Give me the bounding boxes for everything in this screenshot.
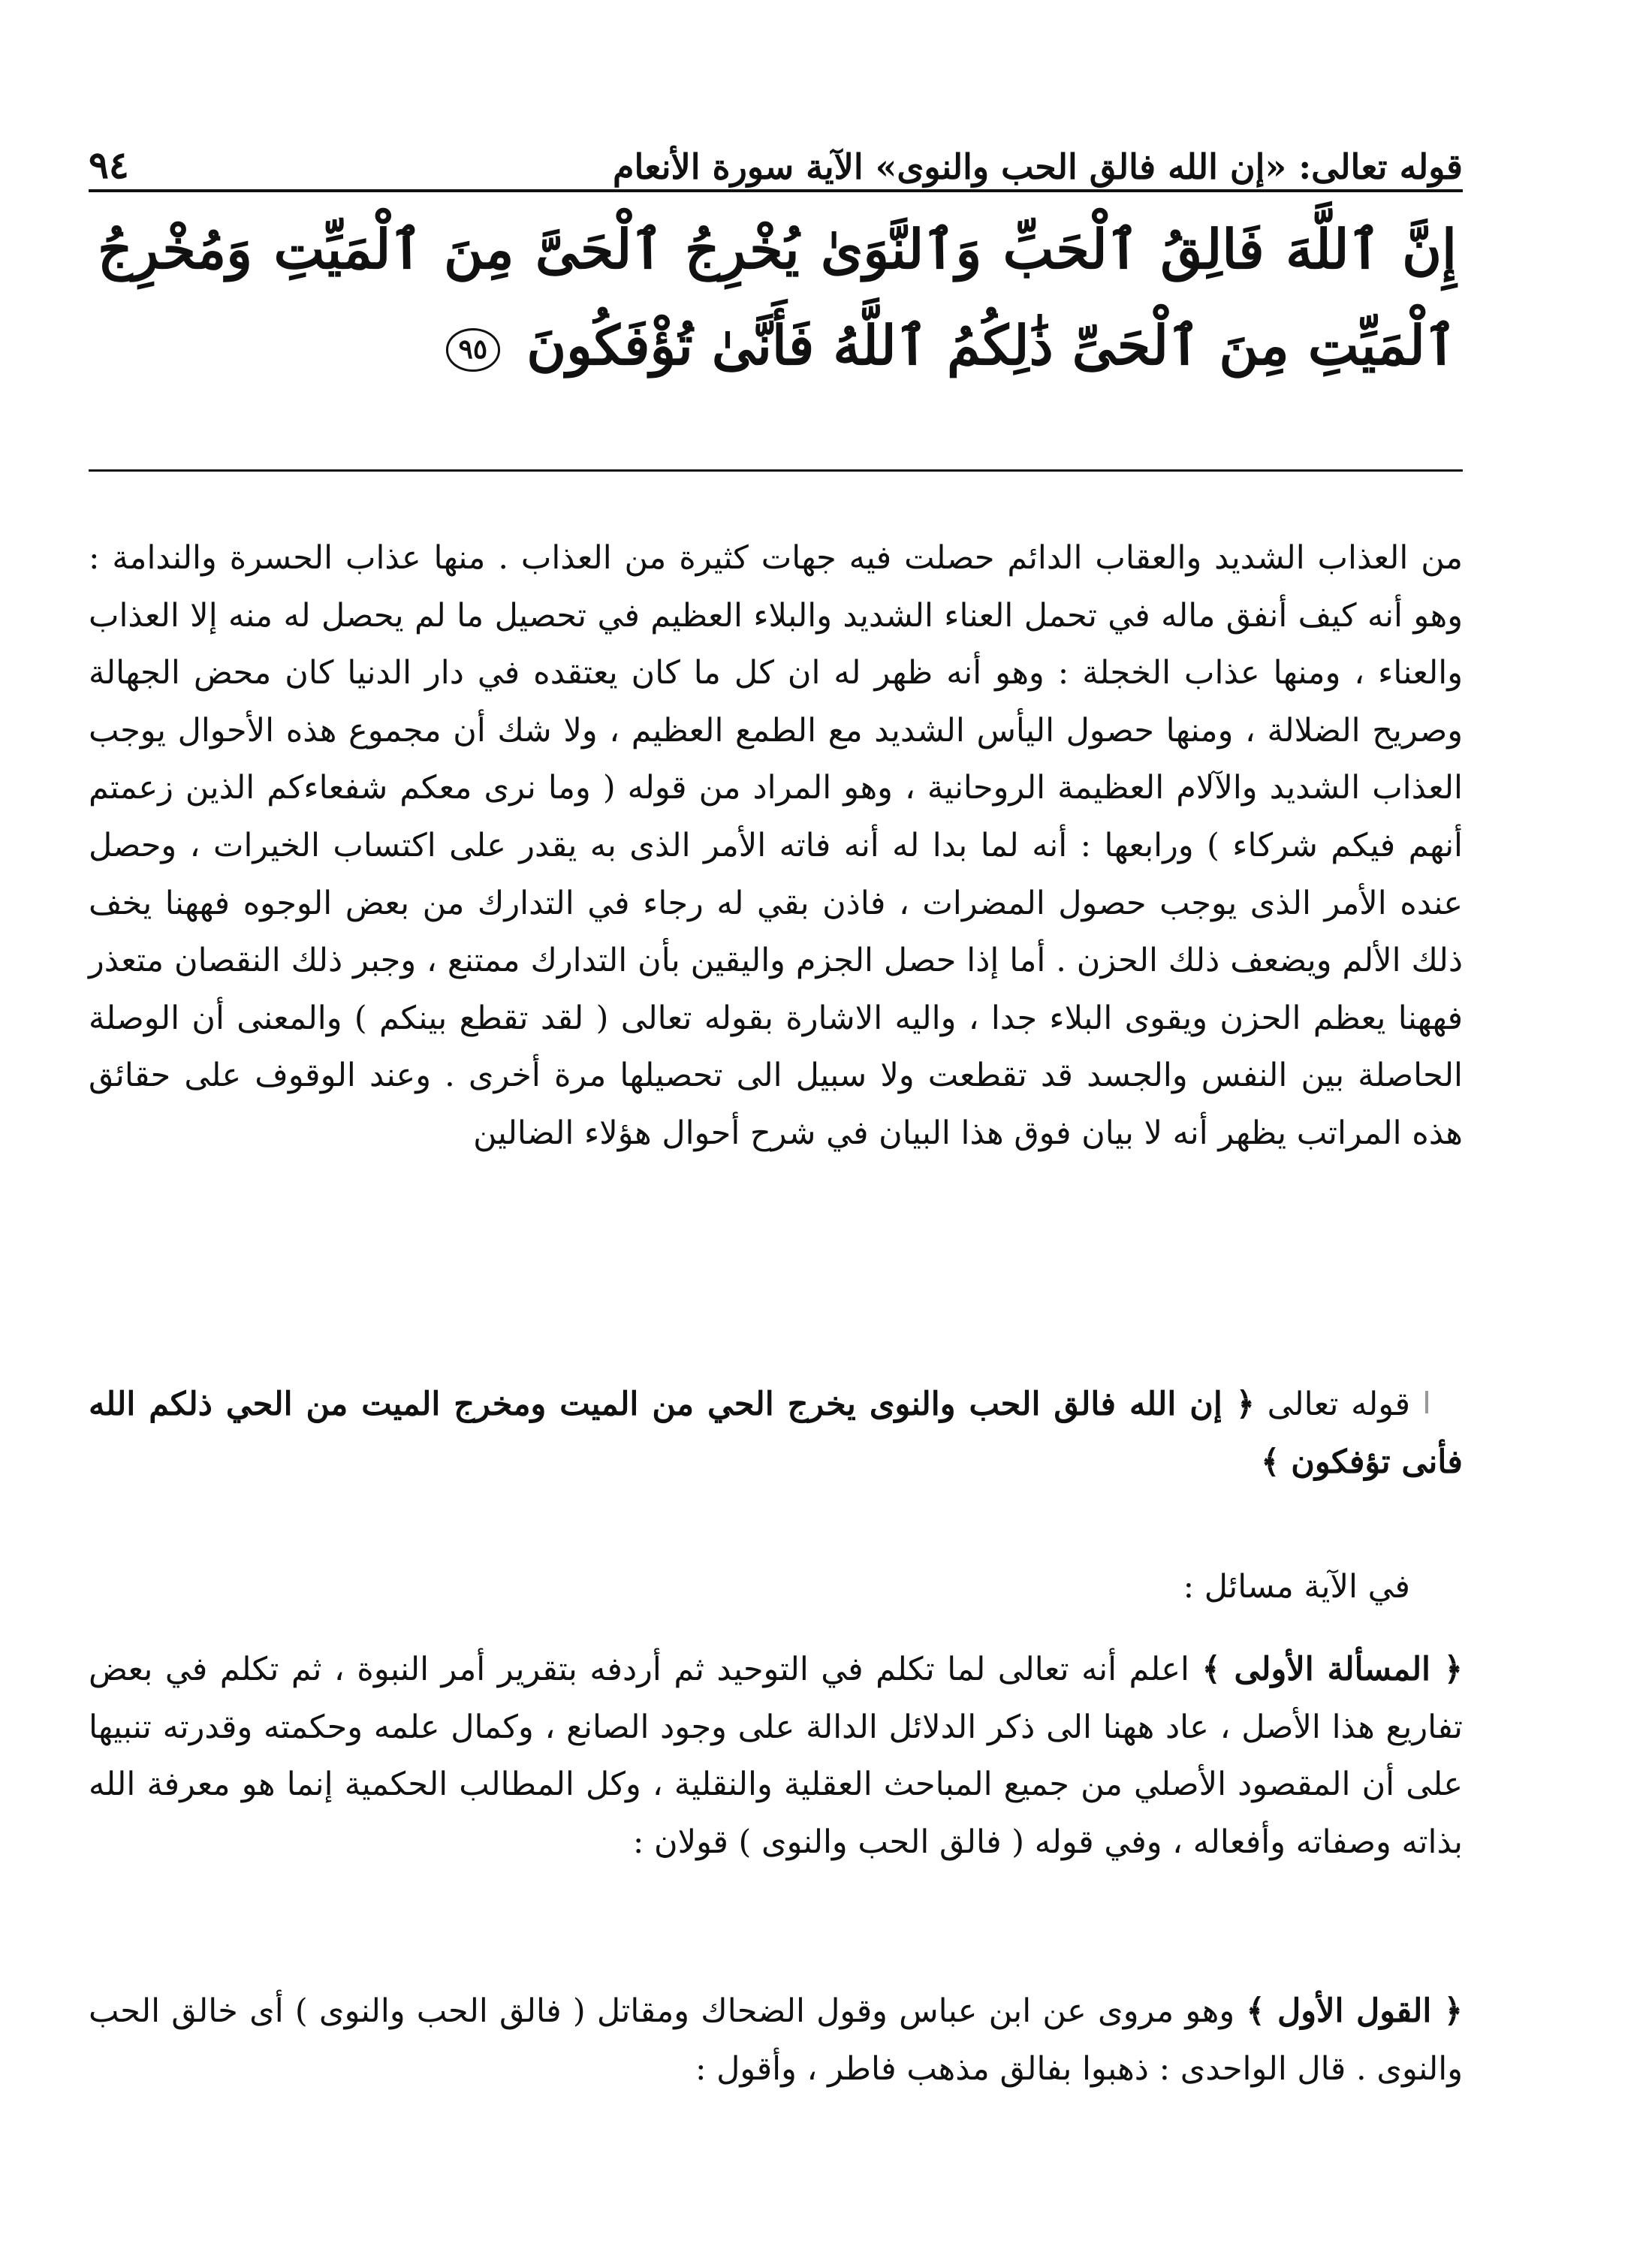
first-opinion-body: وهو مروى عن ابن عباس وقول الضحاك ومقاتل ( فالق الحب والنوى ) أى خالق الحب والنوى . قال الواحدى : ذهبوا بفالق مذهب فاطر ، وأقول : xyxy=(89,1992,1463,2088)
running-header xyxy=(89,113,1463,187)
citation-quote: ﴿ إن الله فالق الحب والنوى يخرج الحي من الميت ومخرج الميت من الحي ذلكم الله فأنى تؤفكون ﴾ xyxy=(89,1386,1463,1481)
citation-lead: قوله تعالى xyxy=(1267,1386,1410,1423)
issues-intro: في الآية مسائل : xyxy=(1183,1568,1410,1606)
verse-separator-rule xyxy=(89,469,1463,472)
verse-number-marker: ٩٥ xyxy=(446,328,501,371)
first-issue-body: اعلم أنه تعالى لما تكلم في التوحيد ثم أردفه بتقرير أمر النبوة ، ثم تكلم في بعض تفاريع هذا الأصل ، عاد ههنا الى ذكر الدلائل الدالة على وجود الصانع ، وكمال علمه وحكمته وقدرته تنبيها على أن المقصود الأصلي من جميع المباحث العقلية والنقلية ، وكل المطالب الحكمية إنما هو معرفة الله بذاته وصفاته وأفعاله ، وفي قوله ( فالق الحب والنوى ) قولان : xyxy=(89,1651,1463,1861)
quranic-verse xyxy=(98,201,1457,404)
header-rule xyxy=(89,189,1463,192)
first-issue-heading: ﴿ المسألة الأولى ﴾ xyxy=(1201,1651,1463,1688)
first-issue-paragraph xyxy=(89,1641,1463,1934)
commentary-paragraph-1: من العذاب الشديد والعقاب الدائم حصلت فيه جهات كثيرة من العذاب . منها عذاب الحسرة والندامة : وهو أنه كيف أنفق ماله في تحمل العناء الشديد والبلاء العظيم في تحصيل ما لم يحصل له منه إلا العذاب والعناء ، ومنها عذاب الخجلة : وهو أنه ظهر له ان كل ما كان يعتقده في دار الدنيا كان محض الجهالة وصريح الضلالة ، ومنها حصول اليأس الشديد مع الطمع العظيم ، ولا شك أن مجموع هذه الأحوال يوجب العذاب الشديد والآلام العظيمة الروحانية ، وهو المراد من قوله ( وما نرى معكم شفعاءكم الذين زعمتم أنهم فيكم شركاء ) ورابعها : أنه لما بدا له أنه فاته الأمر الذى به يقدر على اكتساب الخيرات ، وحصل عنده الأمر الذى يوجب حصول المضرات ، فاذن بقي له رجاء في التدارك من بعض الوجوه فههنا يخف ذلك الألم ويضعف ذلك الحزن . أما إذا حصل الجزم واليقين بأن التدارك ممتنع ، وجبر ذلك النقصان متعذر فههنا يعظم الحزن ويقوى البلاء جدا ، واليه الاشارة بقوله تعالى ( لقد تقطع بينكم ) والمعنى أن الوصلة الحاصلة بين النفس والجسد قد تقطعت ولا سبيل الى تحصيلها مرة أخرى . وعند الوقوف على حقائق هذه المراتب يظهر أنه لا بيان فوق هذا البيان في شرح أحوال هؤلاء الضالين xyxy=(89,539,1463,1152)
verse-citation-paragraph xyxy=(89,1376,1463,1496)
verse-text: إِنَّ ٱللَّهَ فَالِقُ ٱلْحَبِّ وَٱلنَّوَىٰ يُخْرِجُ ٱلْحَىَّ مِنَ ٱلْمَيِّتِ وَمُخْرِجُ ٱلْمَيِّتِ مِنَ ٱلْحَىِّ ذَٰلِكُمُ ٱللَّهُ فَأَنَّىٰ تُؤْفَكُونَ xyxy=(98,217,1457,377)
first-opinion-paragraph xyxy=(89,1983,1463,2103)
header-title: قوله تعالى: «إن الله فالق الحب والنوى» الآية سورة الأنعام xyxy=(613,146,1463,187)
first-opinion-heading: ﴿ القول الأول ﴾ xyxy=(1246,1992,1463,2030)
page-number: ٩٤ xyxy=(89,143,129,187)
